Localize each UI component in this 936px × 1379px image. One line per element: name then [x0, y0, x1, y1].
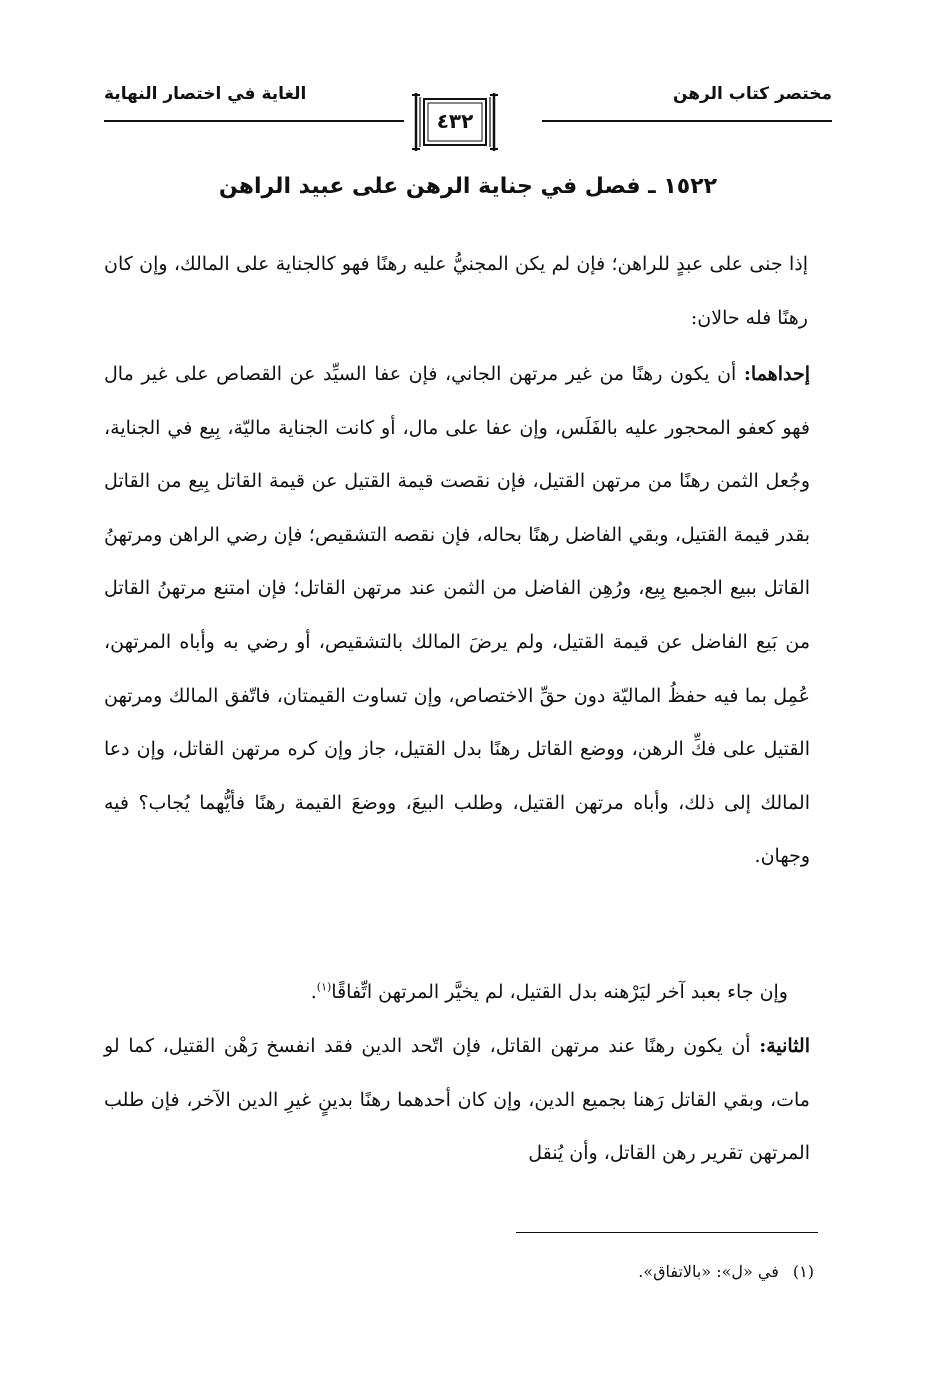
running-header-work-title: الغاية في اختصار النهاية [104, 84, 307, 104]
footnote [638, 1262, 814, 1281]
paragraph [104, 1020, 810, 1181]
header-rule-left [104, 120, 404, 122]
paragraph-lead: إحداهما: [743, 363, 810, 385]
paragraph-text: وإن جاء بعبد آخر ليَرْهنه بدل القتيل، لم يخيَّر المرتهن اتِّفاقًا [331, 981, 788, 1003]
paragraph [104, 966, 788, 1020]
footnote-number: (١) [792, 1262, 814, 1281]
page-number-frame [410, 93, 500, 151]
paragraph [104, 348, 810, 884]
running-header-book-title: مختصر كتاب الرهن [672, 84, 832, 104]
paragraph [104, 238, 808, 345]
paragraph-lead: الثانية: [759, 1035, 810, 1057]
paragraph-end-mark: . [310, 981, 317, 1003]
paragraph-text: إذا جنى على عبدٍ للراهن؛ فإن لم يكن المجنيُّ عليه رهنًا فهو كالجناية على المالك، وإن كان رهنًا فله حالان: [104, 253, 808, 329]
paragraph-text: أن يكون رهنًا من غير مرتهن الجاني، فإن عفا السيِّد عن القصاص على غير مال فهو كعفو المحجور عليه بالفَلَس، وإن عفا على مال، أو كانت الجناية ماليّة، بِيع في الجناية، وجُعل الثمن رهنًا من مرتهن القتيل، فإن نقصت قيمة القتيل عن قيمة القاتل بِيع من القاتل بقدر قيمة القتيل، وبقي الفاضل رهنًا بحاله، فإن نقصه التشقيص؛ فإن رضي الراهن ومرتهنُ القاتل ببيع الجميع بِيع، ورُهِن الفاضل من الثمن عند مرتهن القاتل؛ فإن امتنع مرتهنُ القاتل من بَيع الفاضل عن قيمة القتيل، ولم يرضَ المالك بالتشقيص، أو رضي به وأباه المرتهن، عُمِل بما فيه حفظُ الماليّة دون حقِّ الاختصاص، وإن تساوت القيمتان، فاتّفق المالك ومرتهن القتيل على فكِّ الرهن، ووضع القاتل رهنًا بدل القتيل، جاز وإن كره مرتهن القاتل، وإن دعا المالك إلى ذلك، وأباه مرتهن القتيل، وطلب البيعَ، ووضعَ القيمة رهنًا فأيُّهما يُجاب؟ فيه وجهان. [104, 363, 810, 868]
footnote-text: في «ل»: «بالاتفاق». [638, 1262, 779, 1281]
footnote-separator [516, 1232, 818, 1233]
header-rule-right [542, 120, 832, 122]
footnote-reference[interactable]: (١) [316, 980, 332, 994]
page-number: ٤٣٢ [436, 109, 474, 133]
section-heading: ١٥٢٢ ـ فصل في جناية الرهن على عبيد الراهن [218, 174, 718, 199]
paragraph-text: أن يكون رهنًا عند مرتهن القاتل، فإن اتّحد الدين فقد انفسخ رَهْن القتيل، كما لو مات، وبقي القاتل رَهنا بجميع الدين، وإن كان أحدهما رهنًا بدينٍ غيرِ الدين الآخر، فإن طلب المرتهن تقرير رهن القاتل، وأن يُنقل [104, 1035, 810, 1165]
